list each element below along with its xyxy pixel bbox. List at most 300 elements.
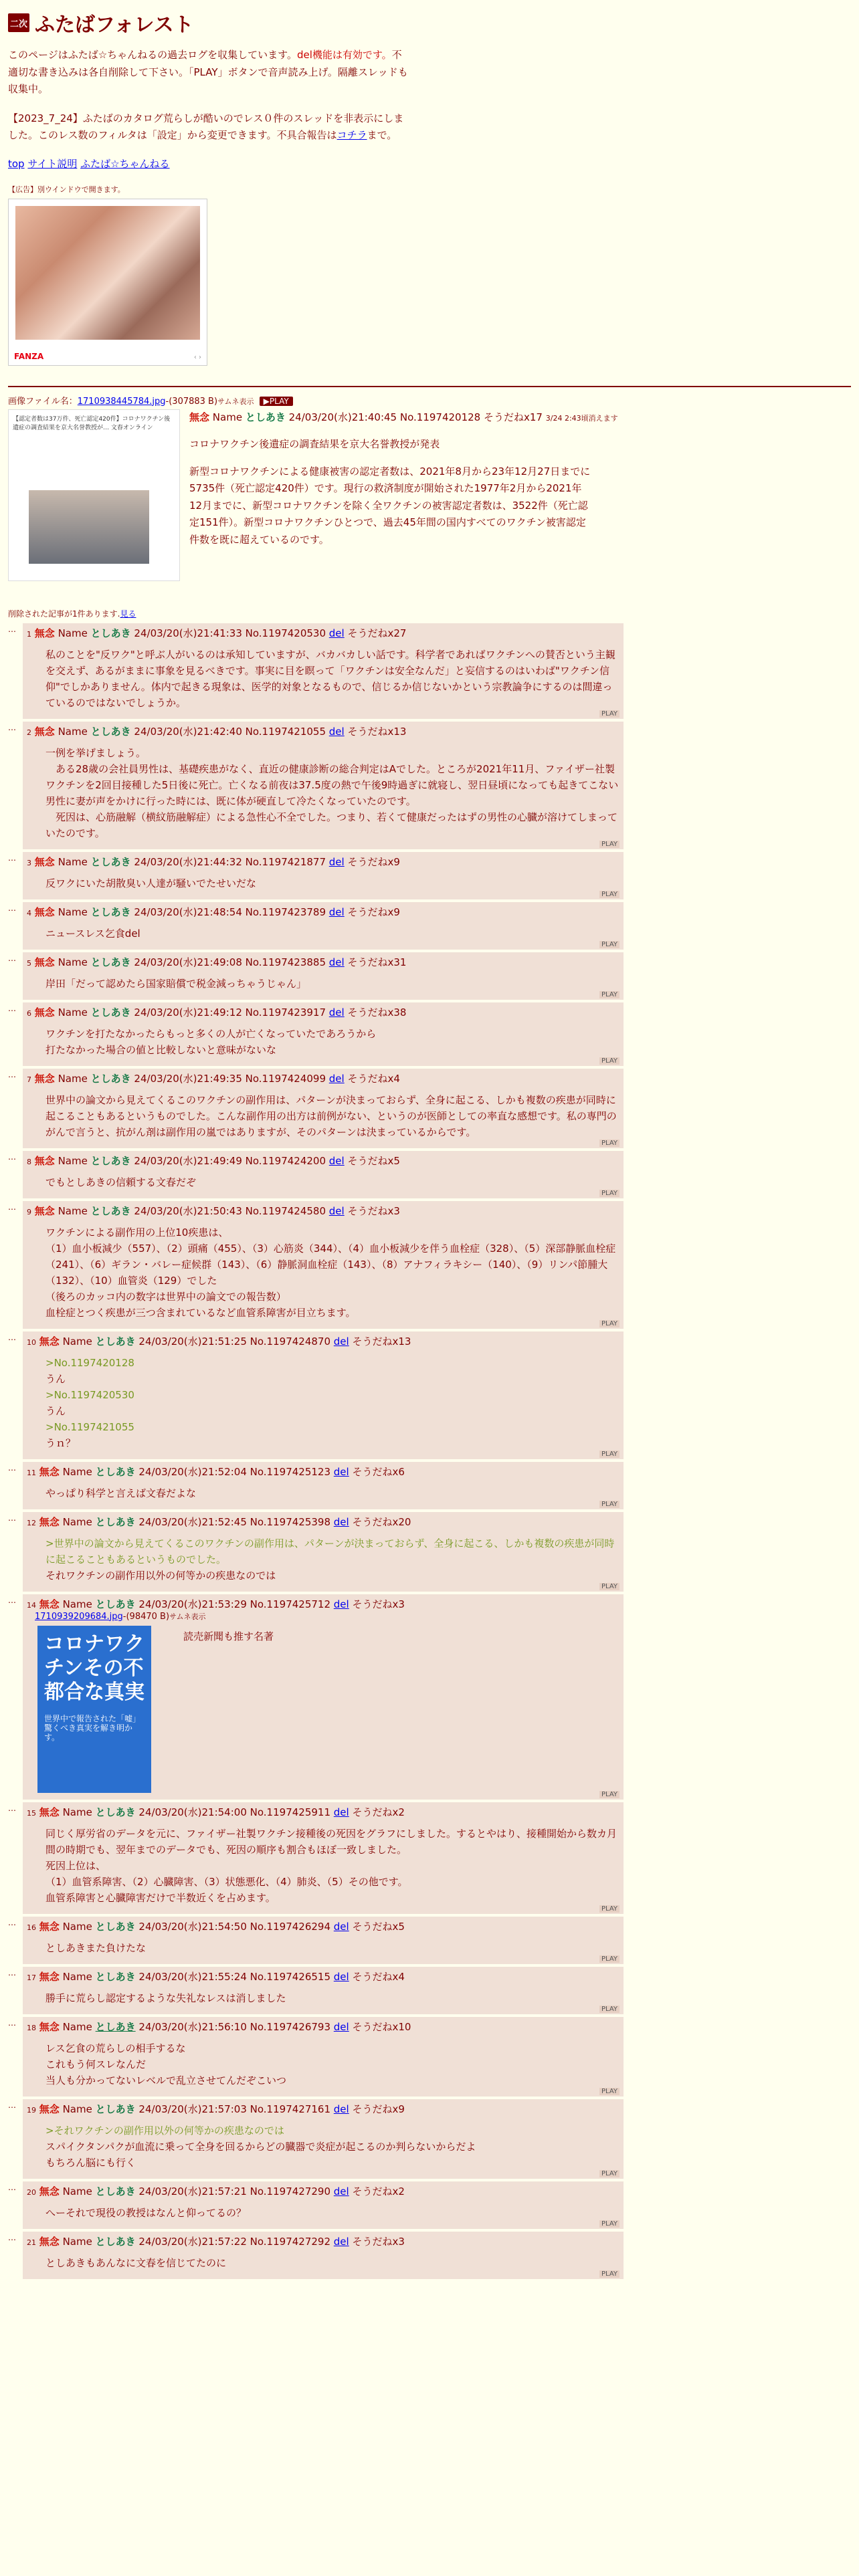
reply-play-button[interactable]: PLAY <box>599 1140 619 1147</box>
reply-index: 20 <box>27 2187 36 2197</box>
reply-index: 12 <box>27 1518 36 1527</box>
reply-name: としあき <box>95 2103 136 2115</box>
thumb-note: サムネ表示 <box>169 1612 206 1621</box>
reply-date: 24/03/20(水)21:51:25 <box>138 1335 247 1348</box>
op-thumbnail[interactable] <box>8 409 180 581</box>
del-link[interactable]: del <box>333 1970 349 1983</box>
reply-name: としあき <box>90 725 131 738</box>
reply-play-button[interactable]: PLAY <box>599 991 619 998</box>
reply-header <box>27 2234 619 2248</box>
op-number[interactable]: No.1197420128 <box>399 411 481 423</box>
reply-row <box>8 623 851 719</box>
reply-post <box>23 1069 624 1148</box>
reply-header <box>27 905 619 919</box>
op-play-button[interactable]: ▶PLAY <box>260 397 293 406</box>
reply-index: 4 <box>27 908 31 918</box>
reply-play-button[interactable]: PLAY <box>599 891 619 898</box>
body-line: （1）血小板減少（557）、（2）頭痛（455）、（3）心筋炎（344）、（4）血小板減少を伴う血栓症（328）、（5）深部静脈血栓症（241）、（6）ギラン・バレー症候群（143）、（6）静脈洞血栓症（143）、（8）アナフィラキシー（140）、（9）リンパ節腫大（132）、（10）血管炎（129）でした <box>45 1242 616 1287</box>
sodane-button[interactable]: そうだねx3 <box>352 1598 405 1610</box>
sodane-button[interactable]: そうだねx2 <box>352 2185 405 2197</box>
name-label: Name <box>58 1204 88 1217</box>
reply-post <box>23 2099 624 2179</box>
sodane-button[interactable]: そうだねx9 <box>347 855 400 868</box>
sodane-button[interactable]: そうだねx2 <box>352 1806 405 1818</box>
body-line: でもとしあきの信頼する文春だぞ <box>45 1176 197 1188</box>
reply-play-button[interactable]: PLAY <box>599 710 619 718</box>
reply-row <box>8 1512 851 1592</box>
reply-date: 24/03/20(水)21:50:43 <box>134 1204 242 1217</box>
reply-number[interactable]: No.1197424200 <box>245 1154 326 1167</box>
reply-menu-icon[interactable]: … <box>8 1332 16 1342</box>
sodane-button[interactable]: そうだねx10 <box>352 2020 411 2033</box>
reply-row <box>8 1917 851 1964</box>
ad-image[interactable] <box>15 206 200 340</box>
del-link[interactable]: del <box>328 855 345 868</box>
reply-subject: 無念 <box>34 1204 55 1217</box>
reply-body <box>45 1092 619 1140</box>
sodane-button[interactable]: そうだねx9 <box>352 2103 405 2115</box>
book-title: コロナワクチンその不都合な真実 <box>44 1632 145 1704</box>
reply-header <box>27 2102 619 2116</box>
reply-number[interactable]: No.1197425911 <box>250 1806 330 1818</box>
reply-number[interactable]: No.1197425398 <box>250 1515 330 1528</box>
sodane-button[interactable]: そうだねx31 <box>347 956 407 968</box>
reply-header <box>27 1515 619 1529</box>
body-line: 私のことを"反ワク"と呼ぶ人がいるのは承知していますが、バカバカしい話です。科学者であればワクチンへの賛否という主観を交えず、あるがままに事象を見るべきです。事実に目を瞑って「ワクチンは安全なんだ」と妄信するのはいわば"ワクチン信仰"でしかありません。体内で起きる現象は、医学的対象となるもので、信じるか信じないかという宗教論争にするのは間違っているのではないでしょうか。 <box>45 648 615 709</box>
reply-row <box>8 722 851 849</box>
body-line: これもう何スレなんだ <box>45 2058 147 2070</box>
intro <box>8 47 409 144</box>
reply-number[interactable]: No.1197421055 <box>245 725 326 738</box>
op-header <box>189 409 618 427</box>
reply-play-button[interactable]: PLAY <box>599 2170 619 2177</box>
reply-name: としあき <box>90 956 131 968</box>
reply-play-button[interactable]: PLAY <box>599 1791 619 1798</box>
body-line: 死因上位は、 <box>45 1859 106 1872</box>
reply-row <box>8 1802 851 1914</box>
reply-play-button[interactable]: PLAY <box>599 1905 619 1913</box>
reply-header <box>27 1071 619 1085</box>
sodane-button[interactable]: そうだねx5 <box>352 1920 405 1933</box>
reply-date: 24/03/20(水)21:52:45 <box>138 1515 247 1528</box>
reply-row <box>8 1002 851 1066</box>
reply-play-button[interactable]: PLAY <box>599 2088 619 2095</box>
reply-play-button[interactable]: PLAY <box>599 1451 619 1458</box>
reply-play-button[interactable]: PLAY <box>599 1320 619 1327</box>
reply-row <box>8 1967 851 2014</box>
body-line: スパイクタンパクが血流に乗って全身を回るからどの臓器で炎症が起こるのか判らないからだよ <box>45 2140 476 2153</box>
site-title: ふたばフォレスト <box>35 13 194 37</box>
body-line: へーそれで現役の教授はなんと仰ってるの？ <box>45 2206 247 2219</box>
reply-number[interactable]: No.1197423917 <box>245 1006 326 1018</box>
reply-row <box>8 1069 851 1148</box>
ad-note: 【広告】別ウインドウで開きます。 <box>8 185 125 194</box>
quote-line: >それワクチンの副作用以外の何等かの疾患なのでは <box>45 2124 284 2137</box>
reply-header <box>27 1005 619 1019</box>
reply-name: としあき <box>95 1598 136 1610</box>
separator <box>8 386 851 387</box>
body-line: としあきまた負けたな <box>45 1941 147 1954</box>
reply-menu-icon[interactable]: … <box>8 2232 16 2242</box>
sodane-button[interactable]: そうだねx4 <box>347 1072 400 1085</box>
reply-date: 24/03/20(水)21:54:00 <box>138 1806 247 1818</box>
thumb-caption: 【認定者数は37万件、死亡認定420件】コロナワクチン後遺症の調査結果を京大名誉教授が… 文春オンライン <box>13 415 171 431</box>
reply-date: 24/03/20(水)21:57:03 <box>138 2103 247 2115</box>
reply-number[interactable]: No.1197426294 <box>250 1920 330 1933</box>
reply-content <box>27 1355 619 1451</box>
reply-index: 1 <box>27 629 31 639</box>
reply-number[interactable]: No.1197427290 <box>250 2185 330 2197</box>
reply-subject: 無念 <box>39 2185 60 2197</box>
ad-arrows-icon[interactable]: ‹ › <box>193 353 201 361</box>
reply-post <box>23 2181 624 2229</box>
del-link[interactable]: del <box>333 2020 349 2033</box>
body-line: ある28歳の会社員男性は、基礎疾患がなく、直近の健康診断の総合判定はAでした。ところが2021年11月、ファイザー社製ワクチンを2回目接種した5日後に死亡。亡くなる前夜は37.5度の熱で午後9時過ぎに就寝し、翌日昼頃になっても起きてこない男性に妻が声をかけに行った時には、既に体が硬直して冷たくなっていたのです。 <box>45 762 619 807</box>
sodane-button[interactable]: そうだねx4 <box>352 1970 405 1983</box>
reply-menu-icon[interactable]: … <box>8 1003 16 1013</box>
del-link[interactable]: del <box>333 1465 349 1478</box>
reply-play-button[interactable]: PLAY <box>599 2270 619 2278</box>
file-label: 画像ファイル名： <box>8 396 78 407</box>
reply-play-button[interactable]: PLAY <box>599 1057 619 1065</box>
reply-menu-icon[interactable]: … <box>8 1152 16 1162</box>
deleted-show-link[interactable]: 見る <box>120 609 136 619</box>
reply-number[interactable]: No.1197424580 <box>245 1204 326 1217</box>
reply-play-button[interactable]: PLAY <box>599 1190 619 1197</box>
reply-date: 24/03/20(水)21:56:10 <box>138 2020 247 2033</box>
play-label: PLAY <box>269 396 289 406</box>
reply-post <box>23 902 624 950</box>
op-subject: 無念 <box>189 411 210 423</box>
body-line: やっぱり科学と言えば文春だよな <box>45 1487 197 1499</box>
reply-content <box>27 1174 619 1190</box>
sodane-button[interactable]: そうだねx6 <box>352 1465 405 1478</box>
reply-body <box>183 1628 274 1792</box>
reply-index: 8 <box>27 1157 31 1166</box>
del-link[interactable]: del <box>328 956 345 968</box>
intro-paragraph-1 <box>8 47 409 98</box>
reply-number[interactable]: No.1197421877 <box>245 855 326 868</box>
reply-index: 6 <box>27 1008 31 1018</box>
del-link[interactable]: del <box>333 2103 349 2115</box>
reply-number[interactable]: No.1197425123 <box>250 1465 330 1478</box>
reply-header <box>27 1334 619 1348</box>
reply-body <box>45 875 619 891</box>
reply-content <box>27 1990 619 2006</box>
op-post <box>8 409 851 581</box>
reply-menu-icon[interactable]: … <box>8 953 16 963</box>
reply-name: としあき <box>95 1515 136 1528</box>
reply-name: としあき <box>90 627 131 639</box>
reply-menu-icon[interactable]: … <box>8 1595 16 1605</box>
body-line: うん <box>45 1372 66 1385</box>
del-link[interactable]: del <box>333 1920 349 1933</box>
body-line: 読売新聞も推す名著 <box>183 1630 274 1642</box>
reply-post <box>23 623 624 719</box>
name-label: Name <box>62 1515 92 1528</box>
reply-name: としあき <box>90 1154 131 1167</box>
sodane-button[interactable]: そうだねx9 <box>347 905 400 918</box>
reply-index: 9 <box>27 1207 31 1216</box>
reply-body <box>45 2040 619 2088</box>
name-label: Name <box>58 1006 88 1018</box>
reply-name: としあき <box>95 1335 136 1348</box>
reply-post <box>23 1002 624 1066</box>
reply-menu-icon[interactable]: … <box>8 624 16 634</box>
reply-play-button[interactable]: PLAY <box>599 2220 619 2228</box>
del-link[interactable]: del <box>328 1204 345 1217</box>
reply-number[interactable]: No.1197426793 <box>250 2020 330 2033</box>
reply-number[interactable]: No.1197427161 <box>250 2103 330 2115</box>
file-size: -(307883 B) <box>165 396 218 407</box>
nav-top-link[interactable]: top <box>8 157 25 170</box>
reply-number[interactable]: No.1197427292 <box>250 2235 330 2248</box>
del-link[interactable]: del <box>328 905 345 918</box>
body-line: うｎ？ <box>45 1436 76 1449</box>
sodane-button[interactable]: そうだねx13 <box>352 1335 411 1348</box>
reply-post <box>23 2017 624 2097</box>
reply-name: としあき <box>95 1465 136 1478</box>
reply-menu-icon[interactable]: … <box>8 853 16 863</box>
reply-index: 16 <box>27 1923 36 1932</box>
del-link[interactable]: del <box>328 1154 345 1167</box>
reply-header <box>27 2184 619 2198</box>
reply-menu-icon[interactable]: … <box>8 2182 16 2192</box>
reply-thumbnail[interactable] <box>37 1626 151 1793</box>
reply-content <box>27 745 619 841</box>
reply-post <box>23 852 624 899</box>
sodane-button[interactable]: そうだねx27 <box>347 627 407 639</box>
reply-header <box>27 724 619 738</box>
reply-body <box>45 926 619 942</box>
reply-subject: 無念 <box>34 855 55 868</box>
reply-menu-icon[interactable]: … <box>8 1069 16 1079</box>
reply-header <box>27 1465 619 1479</box>
reply-body <box>45 1224 619 1321</box>
reply-row <box>8 2017 851 2097</box>
reply-number[interactable]: No.1197424870 <box>250 1335 330 1348</box>
thumb-note: サムネ表示 <box>217 397 254 406</box>
reply-row <box>8 2232 851 2279</box>
del-link[interactable]: del <box>333 2235 349 2248</box>
reply-post <box>23 1151 624 1198</box>
reply-date: 24/03/20(水)21:42:40 <box>134 725 242 738</box>
reply-content <box>27 1940 619 1956</box>
sodane-button[interactable]: そうだねx38 <box>347 1006 407 1018</box>
reply-name: としあき <box>95 1970 136 1983</box>
op-line-1: コロナワクチン後遺症の調査結果を京大名誉教授が発表 <box>189 438 440 450</box>
reply-subject: 無念 <box>39 1335 60 1348</box>
del-link[interactable]: del <box>328 1072 345 1085</box>
reply-menu-icon[interactable]: … <box>8 1967 16 1977</box>
sodane-button[interactable]: そうだねx13 <box>347 725 407 738</box>
body-line: （1）血管系障害、（2）心臓障害、（3）状態悪化、（4）肺炎、（5）その他です。 <box>45 1875 408 1888</box>
reply-play-button[interactable]: PLAY <box>599 1501 619 1508</box>
body-line: 反ワクにいた胡散臭い人達が騒いでたせいだな <box>45 877 257 889</box>
reply-menu-icon[interactable]: … <box>8 903 16 913</box>
body-line: ニュースレス乞食del <box>45 927 140 940</box>
del-link[interactable]: del <box>333 1515 349 1528</box>
reply-row <box>8 952 851 1000</box>
reply-body <box>45 1355 619 1451</box>
reply-body <box>45 2205 619 2221</box>
reply-play-button[interactable]: PLAY <box>599 1955 619 1963</box>
name-label: Name <box>62 1598 92 1610</box>
ad-banner[interactable] <box>8 199 207 366</box>
reply-menu-icon[interactable]: … <box>8 1463 16 1473</box>
del-link[interactable]: del <box>328 725 345 738</box>
reply-body <box>45 647 619 711</box>
name-label: Name <box>62 2235 92 2248</box>
reply-post <box>23 1967 624 2014</box>
name-label: Name <box>62 2103 92 2115</box>
reply-header <box>27 1805 619 1819</box>
op-date: 24/03/20(水)21:40:45 <box>288 411 397 423</box>
body-line: レス乞食の荒らしの相手するな <box>45 2042 186 2054</box>
del-link[interactable]: del <box>333 1598 349 1610</box>
reply-number[interactable]: No.1197426515 <box>250 1970 330 1983</box>
reply-index: 5 <box>27 958 31 968</box>
reply-number[interactable]: No.1197424099 <box>245 1072 326 1085</box>
name-label: Name <box>58 905 88 918</box>
book-subtitle: 世界中で報告された「嘘」驚くべき真実を解き明かす。 <box>44 1713 141 1743</box>
sodane-button[interactable]: そうだねx20 <box>352 1515 411 1528</box>
name-label: Name <box>62 1465 92 1478</box>
reply-index: 2 <box>27 728 31 737</box>
reply-menu-icon[interactable]: … <box>8 1513 16 1523</box>
reply-post <box>23 1802 624 1914</box>
reply-date: 24/03/20(水)21:53:29 <box>138 1598 247 1610</box>
reply-row <box>8 2181 851 2229</box>
reply-date: 24/03/20(水)21:49:35 <box>134 1072 242 1085</box>
reply-body <box>45 976 619 992</box>
reply-menu-icon[interactable]: … <box>8 1202 16 1212</box>
reply-name: としあき <box>95 2185 136 2197</box>
sodane-button[interactable]: そうだねx3 <box>352 2235 405 2248</box>
report-link[interactable]: コチラ <box>337 129 367 141</box>
reply-post <box>23 2232 624 2279</box>
reply-menu-icon[interactable]: … <box>8 2018 16 2028</box>
reply-subject: 無念 <box>34 1072 55 1085</box>
sodane-button[interactable]: そうだねx3 <box>347 1204 400 1217</box>
body-line: 当人も分かってないレベルで乱立させてんだぞこいつ <box>45 2074 287 2086</box>
reply-name-link[interactable]: としあき <box>95 2020 136 2033</box>
reply-name: としあき <box>90 905 131 918</box>
reply-header <box>27 1597 619 1611</box>
reply-content <box>27 2123 619 2171</box>
reply-row <box>8 1594 851 1800</box>
reply-name: としあき <box>95 2235 136 2248</box>
op-sodane[interactable]: そうだねx17 <box>484 411 543 423</box>
intro-paragraph-2 <box>8 110 409 144</box>
reply-index: 15 <box>27 1808 36 1818</box>
del-link[interactable]: del <box>333 1335 349 1348</box>
body-line: 岸田「だって認めたら国家賠償で税金減っちゃうじゃん」 <box>45 977 307 990</box>
reply-index: 17 <box>27 1973 36 1982</box>
reply-content <box>27 2255 619 2271</box>
name-label: Name <box>58 1072 88 1085</box>
reply-with-image <box>27 1622 619 1798</box>
reply-name: としあき <box>95 1806 136 1818</box>
reply-body <box>45 1940 619 1956</box>
reply-number[interactable]: No.1197423885 <box>245 956 326 968</box>
reply-number[interactable]: No.1197420530 <box>245 627 326 639</box>
intro-text: このページはふたば☆ちゃんねるの過去ログを収集しています。 <box>8 49 297 61</box>
reply-post <box>23 1512 624 1592</box>
reply-index: 21 <box>27 2238 36 2247</box>
reply-index: 3 <box>27 858 31 867</box>
reply-header <box>27 855 619 869</box>
body-line: 世界中の論文から見えてくるこのワクチンの副作用は、パターンが決まっておらず、全身に起こる、しかも複数の疾患が同時に起こることもあるというものでした。こんな副作用の出方は前例がない、というのが医師としての率直な感想です。私の専門のがんで言うと、抗がん剤は副作用の嵐ではありますが、そのパターンは決まっているからです。 <box>45 1093 617 1138</box>
intro-text-2: 不適切な書き込みは各自削除して下さい。「PLAY」ボタンで音声読み上げ。隔離スレッドも収集中。 <box>8 49 408 95</box>
reply-body <box>45 1535 619 1584</box>
reply-number[interactable]: No.1197423789 <box>245 905 326 918</box>
name-label: Name <box>62 1335 92 1348</box>
reply-date: 24/03/20(水)21:41:33 <box>134 627 242 639</box>
del-link[interactable]: del <box>333 1806 349 1818</box>
sodane-button[interactable]: そうだねx5 <box>347 1154 400 1167</box>
name-label: Name <box>62 1806 92 1818</box>
reply-menu-icon[interactable]: … <box>8 1917 16 1927</box>
reply-date: 24/03/20(水)21:44:32 <box>134 855 242 868</box>
reply-post <box>23 1201 624 1329</box>
name-label: Name <box>58 956 88 968</box>
reply-body <box>45 1174 619 1190</box>
reply-menu-icon[interactable]: … <box>8 2100 16 2110</box>
site-header <box>8 8 851 37</box>
site-logo-icon: 二次 <box>8 13 29 32</box>
nav-futaba-link[interactable]: ふたば☆ちゃんねる <box>80 157 170 170</box>
reply-menu-icon[interactable]: … <box>8 722 16 732</box>
reply-subject: 無念 <box>39 2235 60 2248</box>
notice-text: 【2023_7_24】ふたばのカタログ荒らしが酷いのでレス０件のスレッドを非表示にしました。このレス数のフィルタは「設定」から変更できます。不具合報告は <box>8 112 404 141</box>
op-file-link[interactable]: 1710938445784.jpg <box>77 396 166 407</box>
reply-file-link[interactable]: 1710939209684.jpg <box>35 1611 123 1622</box>
reply-body <box>45 1990 619 2006</box>
name-label: Name <box>62 2185 92 2197</box>
reply-content <box>27 875 619 891</box>
reply-content <box>27 2205 619 2221</box>
reply-play-button[interactable]: PLAY <box>599 941 619 948</box>
nav-about-link[interactable]: サイト説明 <box>27 157 78 170</box>
reply-play-button[interactable]: PLAY <box>599 2006 619 2013</box>
reply-row <box>8 1462 851 1509</box>
body-line: 勝手に荒らし認定するような失礼なレスは消しました <box>45 1992 286 2004</box>
reply-subject: 無念 <box>39 1970 60 1983</box>
name-label: Name <box>62 1970 92 1983</box>
reply-index: 14 <box>27 1600 36 1610</box>
reply-post <box>23 1594 624 1800</box>
reply-name: としあき <box>90 1006 131 1018</box>
reply-content <box>27 1026 619 1058</box>
reply-menu-icon[interactable]: … <box>8 1803 16 1813</box>
reply-index: 18 <box>27 2023 36 2032</box>
reply-subject: 無念 <box>39 1806 60 1818</box>
reply-subject: 無念 <box>39 1920 60 1933</box>
del-link[interactable]: del <box>328 1006 345 1018</box>
del-link[interactable]: del <box>333 2185 349 2197</box>
del-link[interactable]: del <box>328 627 345 639</box>
reply-content <box>27 647 619 711</box>
reply-number[interactable]: No.1197425712 <box>250 1598 330 1610</box>
reply-subject: 無念 <box>34 956 55 968</box>
quote-line: >No.1197420128 <box>45 1356 134 1369</box>
reply-post <box>23 722 624 849</box>
reply-play-button[interactable]: PLAY <box>599 1583 619 1590</box>
reply-play-button[interactable]: PLAY <box>599 841 619 848</box>
name-label: Name <box>58 725 88 738</box>
body-line: 血栓症とつく疾患が三つ含まれているなど血管系障害が目立ちます。 <box>45 1306 356 1319</box>
